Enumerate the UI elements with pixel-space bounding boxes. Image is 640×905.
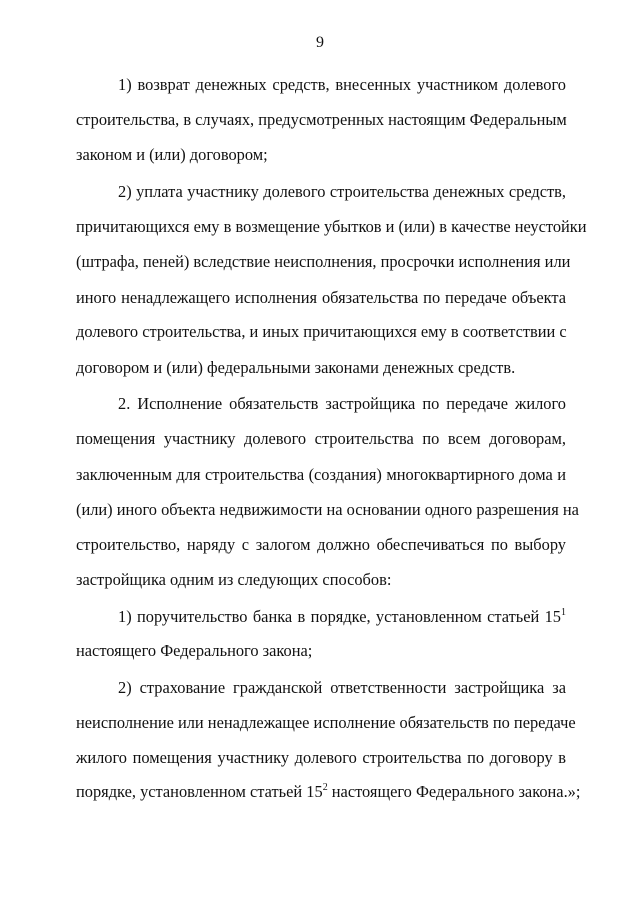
- text-line-content: порядке, установленном статьей 15: [76, 782, 323, 801]
- text-line-content: 2) страхование гражданской ответственности застройщика за: [118, 678, 566, 697]
- text-line: [76, 641, 566, 663]
- text-line-content: застройщика одним из следующих способов:: [76, 570, 392, 589]
- text-line: [118, 182, 566, 204]
- text-line-content: 2) уплата участнику долевого строительства денежных средств,: [118, 182, 566, 201]
- text-line-content: строительства, в случаях, предусмотренных настоящим Федеральным: [76, 110, 567, 129]
- text-line: [76, 748, 566, 770]
- text-line-content: причитающихся ему в возмещение убытков и (или) в качестве неустойки: [76, 217, 587, 236]
- text-line-content: неисполнение или ненадлежащее исполнение обязательств по передаче: [76, 713, 576, 732]
- text-line-content: строительство, наряду с залогом должно обеспечиваться по выбору: [76, 535, 566, 554]
- superscript-number: 1: [561, 607, 566, 618]
- text-line: [76, 322, 566, 344]
- text-line: [76, 288, 566, 310]
- text-line: [76, 500, 579, 522]
- text-line: [76, 252, 571, 274]
- superscript-number: 2: [322, 782, 328, 793]
- text-line-continuation: настоящего Федерального закона.»;: [327, 782, 581, 801]
- page-number: 9: [316, 34, 324, 51]
- text-line: [118, 607, 566, 629]
- text-line: [76, 217, 587, 239]
- text-line: [118, 394, 566, 416]
- text-line: [118, 678, 566, 700]
- text-line: [76, 358, 566, 380]
- text-line-content: договором и (или) федеральными законами денежных средств.: [76, 358, 516, 377]
- text-line-content: 1) поручительство банка в порядке, установленном статьей 15: [118, 607, 561, 626]
- text-line: [76, 110, 566, 132]
- text-line: [76, 570, 566, 592]
- text-line: [76, 429, 566, 451]
- text-line-content: 2. Исполнение обязательств застройщика по передаче жилого: [118, 394, 566, 413]
- text-line: [76, 713, 576, 735]
- text-line-content: законом и (или) договором;: [76, 145, 268, 164]
- text-line: [76, 465, 566, 487]
- text-line: [118, 75, 566, 97]
- text-line-content: жилого помещения участнику долевого строительства по договору в: [76, 748, 566, 767]
- text-line-content: 1) возврат денежных средств, внесенных участником долевого: [118, 75, 566, 94]
- text-line: [76, 782, 581, 804]
- text-line-content: (или) иного объекта недвижимости на основании одного разрешения на: [76, 500, 579, 519]
- text-line-content: заключенным для строительства (создания) многоквартирного дома и: [76, 465, 566, 484]
- text-line: [76, 535, 566, 557]
- text-line-content: помещения участнику долевого строительства по всем договорам,: [76, 429, 566, 448]
- text-line-content: долевого строительства, и иных причитающихся ему в соответствии с: [76, 322, 567, 341]
- text-line-content: настоящего Федерального закона;: [76, 641, 313, 660]
- text-line-content: (штрафа, пеней) вследствие неисполнения, просрочки исполнения или: [76, 252, 571, 271]
- text-line-content: иного ненадлежащего исполнения обязательства по передаче объекта: [76, 288, 566, 307]
- text-line: [76, 145, 566, 167]
